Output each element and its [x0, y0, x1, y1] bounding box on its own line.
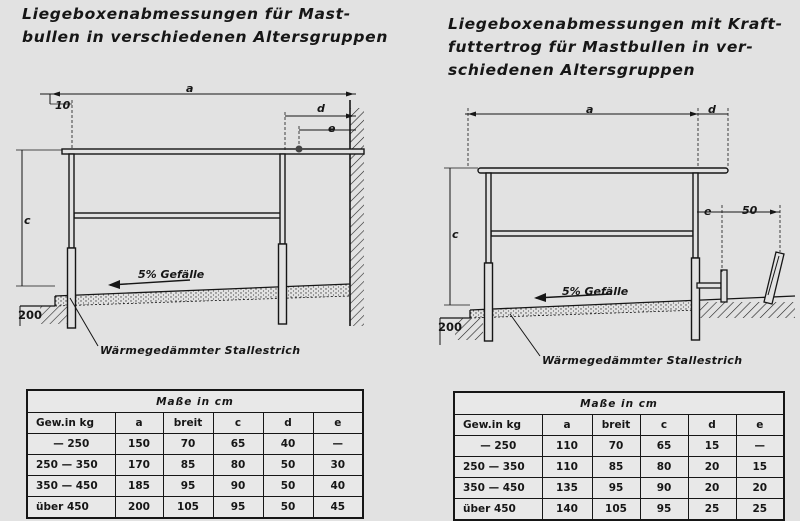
table-row — [27, 497, 363, 519]
table-row — [27, 434, 363, 455]
table-caption: Maße in cm — [27, 390, 363, 413]
table-cell: 110 — [542, 436, 592, 457]
table-cell: 105 — [163, 497, 213, 519]
left-label-a: a — [186, 82, 194, 95]
column-header: c — [640, 415, 688, 436]
table-cell: 65 — [640, 436, 688, 457]
table-cell: 150 — [115, 434, 163, 455]
table-cell: über 450 — [454, 499, 542, 521]
table-cell: 110 — [542, 457, 592, 478]
left-post-2 — [280, 154, 285, 244]
table-cell: — 250 — [454, 436, 542, 457]
table-cell: 250 — 350 — [454, 457, 542, 478]
left-height-label: 200 — [18, 308, 43, 322]
table-cell: 40 — [313, 476, 363, 497]
column-header: breit — [592, 415, 640, 436]
column-header: d — [688, 415, 736, 436]
table-cell: 50 — [263, 497, 313, 519]
column-header: Gew.in kg — [27, 413, 115, 434]
column-header: d — [263, 413, 313, 434]
right-top-rail — [478, 168, 728, 173]
table-cell: 80 — [213, 455, 263, 476]
left-label-10: 10 — [55, 99, 71, 112]
left-label-e: e — [328, 122, 336, 135]
column-header: a — [115, 413, 163, 434]
right-post-2 — [693, 173, 698, 258]
column-header: Gew.in kg — [454, 415, 542, 436]
table-cell: 85 — [592, 457, 640, 478]
table-cell: 45 — [313, 497, 363, 519]
table-caption-row — [27, 390, 363, 413]
right-drawing — [440, 108, 795, 345]
right-label-e: e — [704, 205, 712, 218]
table-cell: 200 — [115, 497, 163, 519]
right-slope-text: 5% Gefälle — [562, 285, 629, 298]
table-cell: 95 — [163, 476, 213, 497]
right-label-d: d — [708, 103, 716, 116]
table-cell: — — [313, 434, 363, 455]
table-header-row — [454, 415, 784, 436]
table-row — [454, 478, 784, 499]
table-cell: 65 — [213, 434, 263, 455]
left-screed — [55, 284, 350, 306]
column-header: a — [542, 415, 592, 436]
left-label-c: c — [24, 214, 31, 227]
table-cell: 30 — [313, 455, 363, 476]
table-cell: 15 — [736, 457, 784, 478]
table-cell: 185 — [115, 476, 163, 497]
table-cell: 80 — [640, 457, 688, 478]
left-drawing — [16, 92, 364, 329]
left-wall — [350, 108, 364, 326]
table-cell: 105 — [592, 499, 640, 521]
table-cell: 90 — [640, 478, 688, 499]
table-caption: Maße in cm — [454, 392, 784, 415]
right-title: Liegeboxenabmessungen mit Kraft- futtertrog für Mastbullen in ver- schiedenen Altersgruppen — [448, 15, 783, 79]
table-cell: — 250 — [27, 434, 115, 455]
left-slope-text: 5% Gefälle — [138, 268, 205, 281]
table-caption-row — [454, 392, 784, 415]
table-cell: 350 — 450 — [27, 476, 115, 497]
table-cell: 250 — 350 — [27, 455, 115, 476]
column-header: e — [736, 415, 784, 436]
table-cell: 25 — [736, 499, 784, 521]
table-row — [27, 455, 363, 476]
table-cell: über 450 — [27, 497, 115, 519]
column-header: c — [213, 413, 263, 434]
table-cell: 350 — 450 — [454, 478, 542, 499]
right-label-a: a — [586, 103, 594, 116]
left-dimension-table — [26, 389, 364, 519]
right-label-50: 50 — [742, 204, 758, 217]
table-cell: 70 — [163, 434, 213, 455]
table-row — [454, 499, 784, 521]
table-row — [454, 436, 784, 457]
table-cell: 85 — [163, 455, 213, 476]
table-row — [454, 457, 784, 478]
left-floor-caption: Wärmegedämmter Stallestrich — [100, 344, 301, 357]
left-mid-rail — [74, 213, 284, 218]
table-cell: 20 — [736, 478, 784, 499]
left-label-d: d — [317, 102, 325, 115]
feed-trough — [697, 252, 784, 304]
right-dimension-table — [453, 391, 785, 521]
table-cell: 25 — [688, 499, 736, 521]
right-height-label: 200 — [438, 320, 463, 334]
column-header: breit — [163, 413, 213, 434]
table-cell: 90 — [213, 476, 263, 497]
left-title: Liegeboxenabmessungen für Mast- bullen in verschiedenen Altersgruppen — [22, 5, 389, 46]
table-cell: 20 — [688, 457, 736, 478]
right-mid-rail — [491, 231, 693, 236]
table-cell: — — [736, 436, 784, 457]
table-cell: 140 — [542, 499, 592, 521]
table-cell: 50 — [263, 455, 313, 476]
table-cell: 20 — [688, 478, 736, 499]
column-header: e — [313, 413, 363, 434]
table-row — [27, 476, 363, 497]
table-header-row — [27, 413, 363, 434]
left-top-rail — [62, 149, 364, 154]
table-cell: 40 — [263, 434, 313, 455]
table-cell: 95 — [213, 497, 263, 519]
right-floor-caption: Wärmegedämmter Stallestrich — [542, 354, 743, 367]
table-cell: 135 — [542, 478, 592, 499]
table-cell: 70 — [592, 436, 640, 457]
table-cell: 50 — [263, 476, 313, 497]
left-post-1 — [69, 154, 74, 248]
right-label-c: c — [452, 228, 459, 241]
table-cell: 95 — [592, 478, 640, 499]
right-post-1 — [486, 173, 491, 263]
table-cell: 170 — [115, 455, 163, 476]
table-cell: 95 — [640, 499, 688, 521]
table-cell: 15 — [688, 436, 736, 457]
